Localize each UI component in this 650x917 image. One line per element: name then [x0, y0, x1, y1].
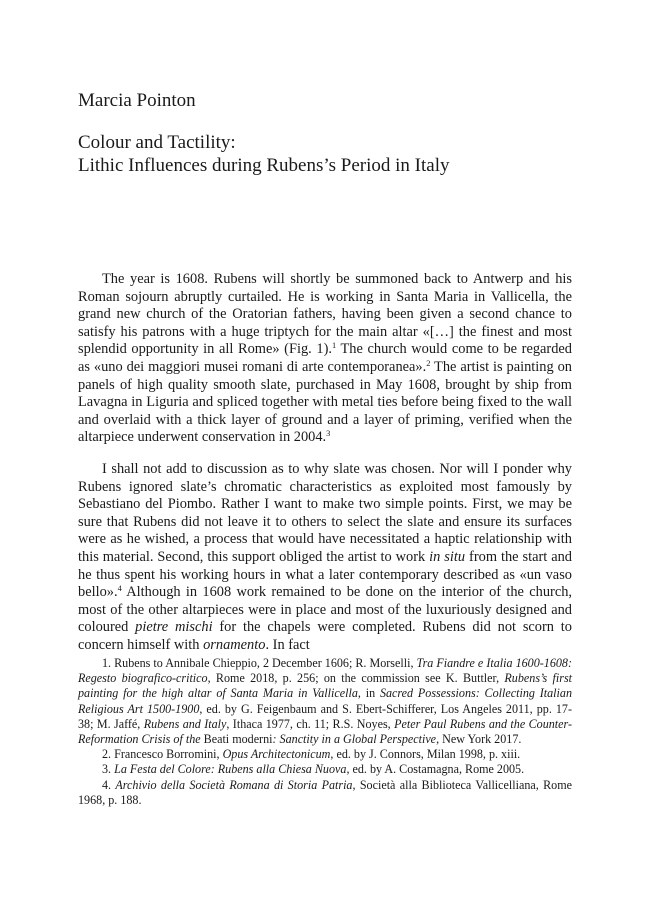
paragraph-2-text-c: Although in 1608 work remained to be done on the interior of the church, most of the other altarpieces were in place and most of the luxuriously designed and coloured	[78, 584, 572, 636]
footnote-1-italic-2: Rubens’s first painting for the high altar of Santa Maria in Vallicella	[78, 671, 573, 701]
footnote-4	[78, 778, 572, 808]
footnote-1-text-a: 1. Rubens to Annibale Chieppio, 2 December 1606; R. Morselli,	[102, 656, 417, 670]
paragraph-1	[78, 271, 572, 447]
paragraph-2-text-b: from the start and he thus spent his working hours in what a later contemporary described as «un vaso bello».	[78, 548, 572, 601]
paragraph-2-italic-pietre-mischi: pietre mischi	[135, 619, 213, 636]
footnote-1-italic-5: Peter Paul Rubens and the Counter-Reformation Crisis of the	[78, 716, 573, 747]
paragraph-2-text-d: for the chapels were completed. Rubens did not scorn to concern himself with	[78, 619, 572, 653]
footnote-1-italic-4: Rubens and Italy	[143, 716, 227, 731]
footnote-2-text-a: 2. Francesco Borromini,	[102, 747, 223, 762]
title-line-2: Lithic Influences during Rubens’s Period in Italy	[78, 155, 450, 176]
paragraph-2-text-a: I shall not add to discussion as to why slate was chosen. Nor will I ponder why Rubens ignored slate’s chromatic characteristics as exploited most famously by Sebastiano del Piombo. Rather I want to make two simple points. First, we may be sure that Rubens did not leave it to others to select the slate and ensure its surfaces were as he wished, a process that would have necessitated a haptic relationship with this material. Second, this support obliged the artist to work	[78, 460, 572, 565]
footnote-2	[78, 747, 572, 762]
footnote-3-text-a: 3.	[102, 762, 115, 777]
footnote-4-text-a: 4.	[102, 777, 116, 792]
title-line-1: Colour and Tactility:	[78, 132, 236, 153]
author-name: Marcia Pointon	[78, 90, 196, 111]
paragraph-1-text-b: The church would come to be regarded as «uno dei maggiori musei romani di arte contemporanea».	[78, 341, 572, 375]
footnote-1-text-g: , New York 2017.	[436, 732, 522, 747]
footnote-1	[78, 656, 572, 747]
footnote-ref-4: 4	[117, 583, 122, 593]
footnote-1-text-b: , Rome 2018, p. 256; on the commission see K. Buttler,	[207, 671, 505, 686]
paragraph-2-italic-ornamento: ornamento	[203, 636, 266, 653]
footnote-ref-2: 2	[426, 358, 431, 368]
footnote-2-text-b: , ed. by J. Connors, Milan 1998, p. xiii.	[330, 747, 521, 762]
footnote-ref-3: 3	[326, 429, 331, 439]
paragraph-2	[78, 461, 572, 655]
footnote-1-text-e: , Ithaca 1977, ch. 11; R.S. Noyes,	[226, 716, 395, 731]
footnote-4-text-b: , Società alla Biblioteca Vallicelliana, Rome 1968, p. 188.	[78, 777, 572, 807]
paragraph-2-italic-in-situ: in situ	[429, 548, 466, 565]
footnotes	[78, 656, 572, 808]
footnote-3	[78, 762, 572, 777]
footnote-2-italic-1: Opus Architectonicum	[222, 747, 331, 762]
footnote-1-italic-6: : Sanctity in a Global Perspective	[272, 732, 437, 747]
footnote-4-italic-1: Archivio della Società Romana di Storia Patria	[115, 777, 353, 792]
footnote-1-text-c: , in	[357, 686, 380, 701]
chapter-title	[78, 131, 449, 177]
footnote-3-text-b: , ed. by A. Costamagna, Rome 2005.	[346, 762, 525, 777]
footnote-1-text-f: Beati moderni	[200, 732, 273, 747]
paragraph-1-text-c: The artist is painting on panels of high quality smooth slate, purchased in May 1608, brought by ship from Lavagna in Liguria and spliced together with metal ties before being fixed to the wall and overlaid with a thick layer of ground and a layer of priming, verified when the altarpiece underwent conservation in 2004.	[78, 358, 573, 446]
paragraph-1-text-a: The year is 1608. Rubens will shortly be summoned back to Antwerp and his Roman sojourn abruptly curtailed. He is working in Santa Maria in Vallicella, the grand new church of the Oratorian fathers, having been given a second chance to satisfy his patrons with a huge triptych for the main altar «[…] the finest and most splendid opportunity in all Rome» (Fig. 1).	[78, 271, 572, 358]
footnote-3-italic-1: La Festa del Colore: Rubens alla Chiesa Nuova	[114, 762, 347, 777]
footnote-1-italic-1: Tra Fiandre e Italia 1600-1608: Regesto biografico-critico	[78, 656, 572, 686]
footnote-1-text-d: , ed. by G. Feigenbaum and S. Ebert-Schifferer, Los Angeles 2011, pp. 17-38; M. Jaffé,	[78, 701, 572, 731]
footnote-ref-1: 1	[331, 341, 337, 351]
body-text	[78, 271, 572, 654]
paragraph-2-text-e: . In fact	[265, 636, 310, 653]
footnote-1-italic-3: Sacred Possessions: Collecting Italian Religious Art 1500-1900	[78, 686, 572, 716]
